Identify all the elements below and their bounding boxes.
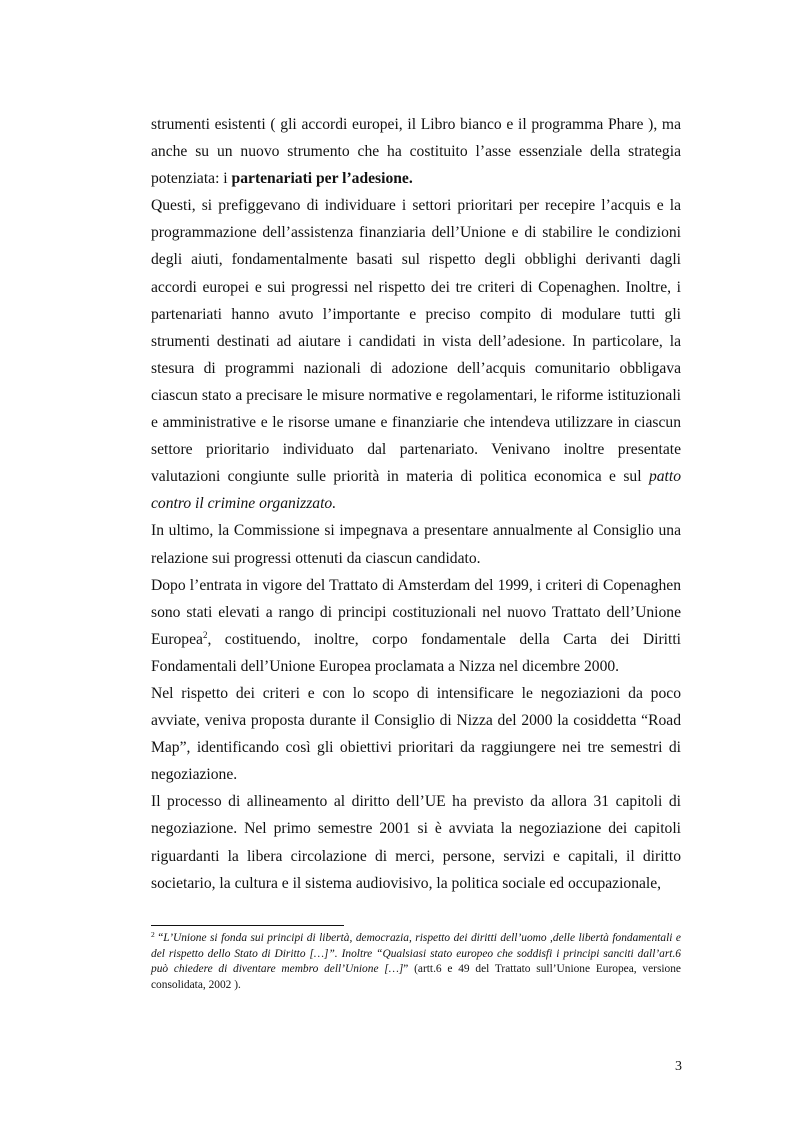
footnote-text: “ [154, 932, 164, 944]
paragraph-text: Questi, si prefiggevano di individuare i settori prioritari per recepire l’acquis e la programmazione dell’assistenza finanziaria dell’Unione e di stabilire le condizioni degli aiuti, fondamentalmente basati sul rispetto degli obblighi derivanti dagli accordi europei e sui progressi nel rispetto dei tre criteri di Copenaghen. Inoltre, i partenariati hanno avuto l’importante e preciso compito di modulare tutti gli strumenti destinati ad aiutare i candidati in vista dell’adesione. In particolare, la stesura di programmi nazionali di adozione dell’acquis comunitario obbligava ciascun stato a precisare le misure normative e regolamentari, le riforme istituzionali e amministrative e le risorse umane e finanziarie che intendeva utilizzare in ciascun settore prioritario individuato dal partenariato. Venivano inoltre presentate valutazioni congiunte sulle priorità in materia di politica economica e sul [151, 197, 681, 486]
footnote-marker: 2 [151, 930, 155, 939]
paragraph [151, 680, 681, 788]
paragraph-text: Il processo di allineamento al diritto dell’UE ha previsto da allora 31 capitoli di negoziazione. Nel primo semestre 2001 si è avviata la negoziazione dei capitoli riguardanti la libera circolazione di merci, persone, servizi e capitali, il diritto societario, la cultura e il sistema audiovisivo, la politica sociale ed occupazionale, [151, 793, 681, 892]
paragraph [151, 111, 681, 192]
body-text [151, 111, 681, 897]
page-number: 3 [675, 1059, 682, 1074]
paragraph [151, 572, 681, 680]
footnote-separator [151, 925, 344, 926]
bold-phrase: partenariati per l’adesione. [231, 170, 413, 188]
paragraph [151, 517, 681, 571]
paragraph [151, 192, 681, 517]
footnote-reference: 2 [202, 629, 208, 640]
paragraph-text: , costituendo, inoltre, corpo fondamentale della Carta dei Diritti Fondamentali dell’Unione Europea proclamata a Nizza nel dicembre 2000. [151, 630, 681, 675]
footnote-citation: ” (artt.6 e 49 del Trattato sull’Unione Europea, versione consolidata, 2002 ). [151, 963, 681, 991]
paragraph-text: In ultimo, la Commissione si impegnava a presentare annualmente al Consiglio una relazione sui progressi ottenuti da ciascun candidato. [151, 522, 681, 567]
paragraph-text: Dopo l’entrata in vigore del Trattato di Amsterdam del 1999, i criteri di Copenaghen sono stati elevati a rango di principi costituzionali nel nuovo Trattato dell’Unione Europea [151, 576, 681, 648]
footnote-quote: L’Unione si fonda sui principi di libertà, democrazia, rispetto dei diritti dell’uomo ,delle libertà fondamentali e del rispetto dello Stato di Diritto […]”. Inoltre “Qualsiasi stato europeo che soddisfi i principi sanciti dall’art.6 può chiedere di diventare membro dell’Unione […] [151, 932, 681, 976]
footnote [151, 931, 681, 993]
italic-phrase: patto contro il crimine organizzato. [151, 468, 681, 513]
paragraph [151, 788, 681, 896]
paragraph-text: Nel rispetto dei criteri e con lo scopo di intensificare le negoziazioni da poco avviate, veniva proposta durante il Consiglio di Nizza del 2000 la cosiddetta “Road Map”, identificando così gli obiettivi prioritari da raggiungere nei tre semestri di negoziazione. [151, 684, 681, 784]
paragraph-text: strumenti esistenti ( gli accordi europei, il Libro bianco e il programma Phare ), ma anche su un nuovo strumento che ha costituito l’asse essenziale della strategia potenziata: i [151, 116, 681, 188]
